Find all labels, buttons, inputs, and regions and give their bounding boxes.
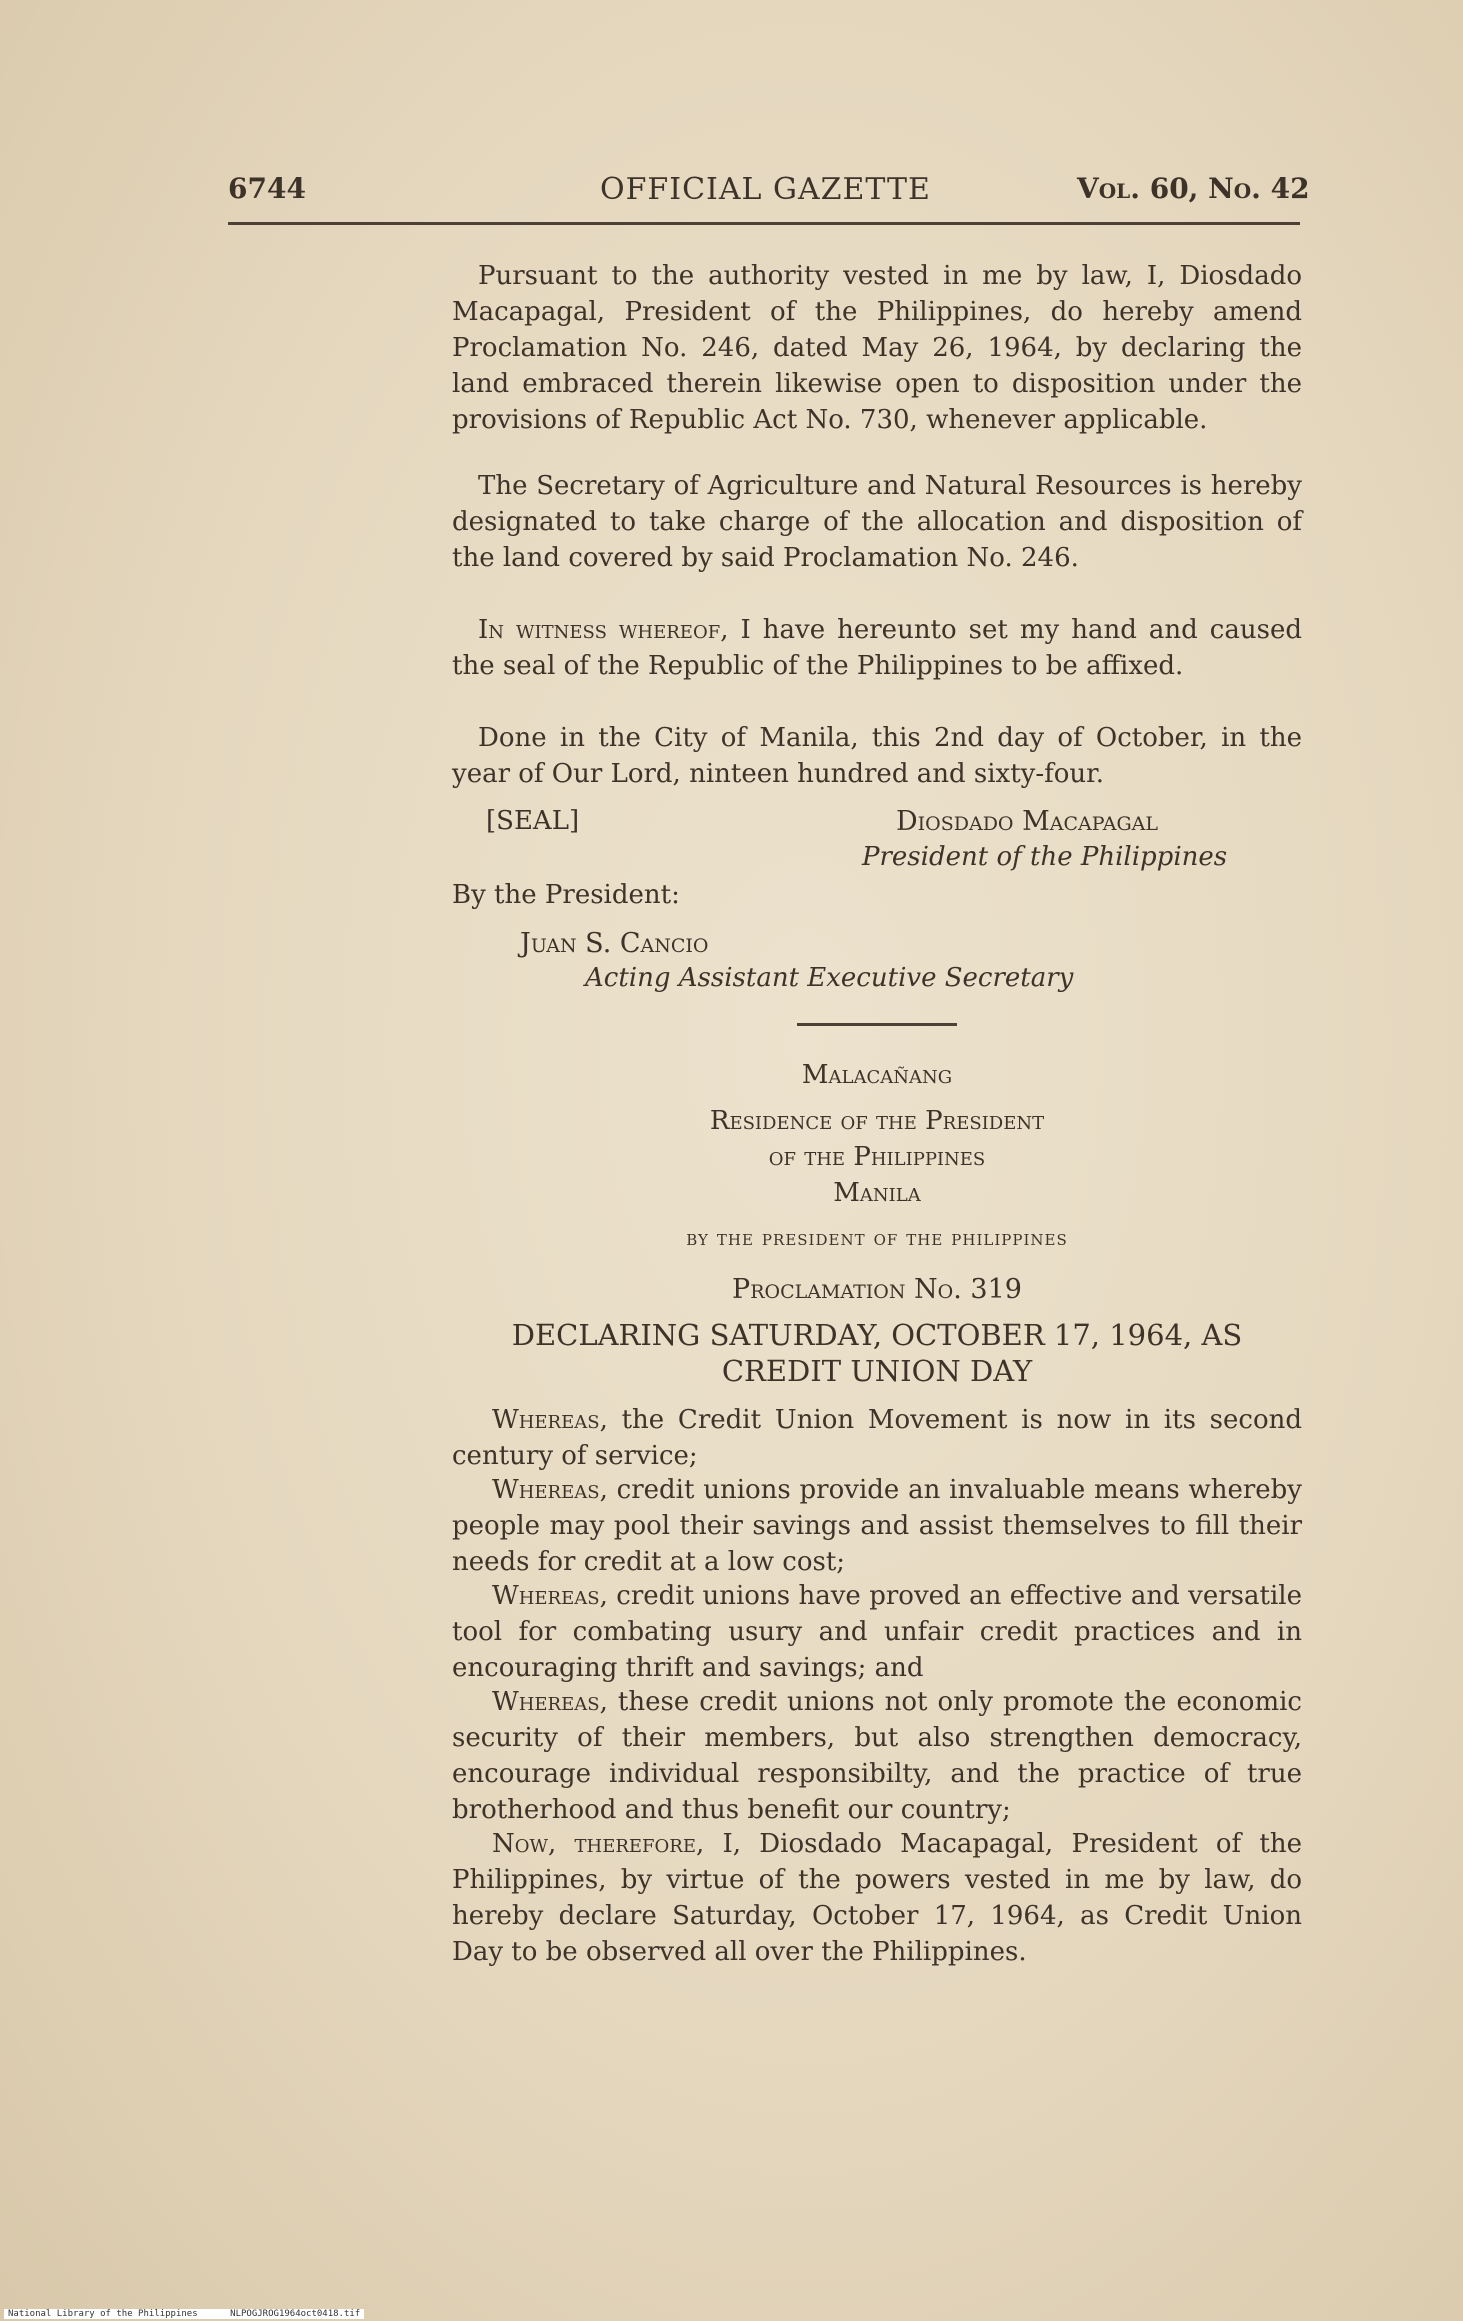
paragraph-secretary: The Secretary of Agriculture and Natural Resources is hereby designated to take charge of the allocation and disposition of the land covered by said Proclamation No. 246. [452,471,1302,573]
whereas-label: Whereas, [492,1581,608,1611]
now-therefore-lead: Now, therefore, [492,1829,705,1859]
proclamation-title-1: DECLARING SATURDAY, OCTOBER 17, 1964, AS [511,1318,1243,1352]
city-heading: Manila [833,1178,921,1208]
now-therefore [452,1826,1302,1970]
now-therefore-text: I, Diosdado Macapagal, President of the Philippines, by virtue of the powers vested in me by law, do hereby declare Saturday, October 17, 1964, as Credit Union Day to be observed all over the Philippines. [452,1829,1302,1967]
malacanang-heading: Malacañang [801,1060,953,1090]
footer-filename: NLPOGJROG1964oct0418.tif [230,2309,361,2319]
whereas-4 [452,1684,1302,1828]
footer-library: National Library of the Philippines [8,2309,198,2319]
proclamation-title-2: CREDIT UNION DAY [721,1354,1033,1388]
volume-number: Vol. 60, No. 42 [1077,172,1310,205]
whereas-label: Whereas, [492,1405,608,1435]
countersigner-title: Acting Assistant Executive Secretary [585,963,1074,993]
whereas-text: credit unions provide an invaluable means whereby people may pool their savings and assist themselves to fill their needs for credit at a low cost; [452,1475,1302,1577]
signer-title: President of the Philippines [862,842,1228,872]
scan-footer [4,2309,364,2319]
whereas-2 [452,1472,1302,1580]
residence-line-1: Residence of the President [709,1106,1045,1136]
header-rule [228,222,1300,225]
paragraph-witness [452,612,1302,684]
whereas-text: the Credit Union Movement is now in its second century of service; [452,1405,1302,1471]
whereas-1 [452,1402,1302,1474]
paragraph-pursuant: Pursuant to the authority vested in me by law, I, Diosdado Macapagal, President of the Philippines, do hereby amend Proclamation No. 246, dated May 26, 1964, by declaring the land embraced therein likewise open to disposition under the provisions of Republic Act No. 730, whenever applicable. [452,261,1302,435]
whereas-label: Whereas, [492,1475,608,1505]
by-president-heading: by the president of the philippines [686,1226,1068,1251]
paragraph-done: Done in the City of Manila, this 2nd day of October, in the year of Our Lord, ninteen hundred and sixty-four. [452,723,1302,789]
whereas-text: these credit unions not only promote the economic security of their members, but also strengthen democracy, encourage individual responsibilty, and the practice of true brotherhood and thus benefit our country; [452,1687,1302,1825]
page-number: 6744 [228,172,306,205]
signer-name: Diosdado Macapagal [896,806,1158,837]
witness-text: I have hereunto set my hand and caused the seal of the Republic of the Philippines to be affixed. [452,615,1302,681]
whereas-text: credit unions have proved an effective and versatile tool for combating usury and unfair credit practices and in encouraging thrift and savings; and [452,1581,1302,1683]
countersigner-name: Juan S. Cancio [520,928,709,959]
proclamation-number: Proclamation No. 319 [732,1274,1022,1305]
gazette-title: OFFICIAL GAZETTE [600,172,931,207]
whereas-label: Whereas, [492,1687,608,1717]
section-divider [797,1023,957,1026]
residence-line-2: of the Philippines [768,1142,986,1172]
by-the-president: By the President: [452,880,680,910]
witness-lead: In witness whereof, [478,615,729,645]
seal-marker: [SEAL] [486,806,580,836]
whereas-3 [452,1578,1302,1686]
